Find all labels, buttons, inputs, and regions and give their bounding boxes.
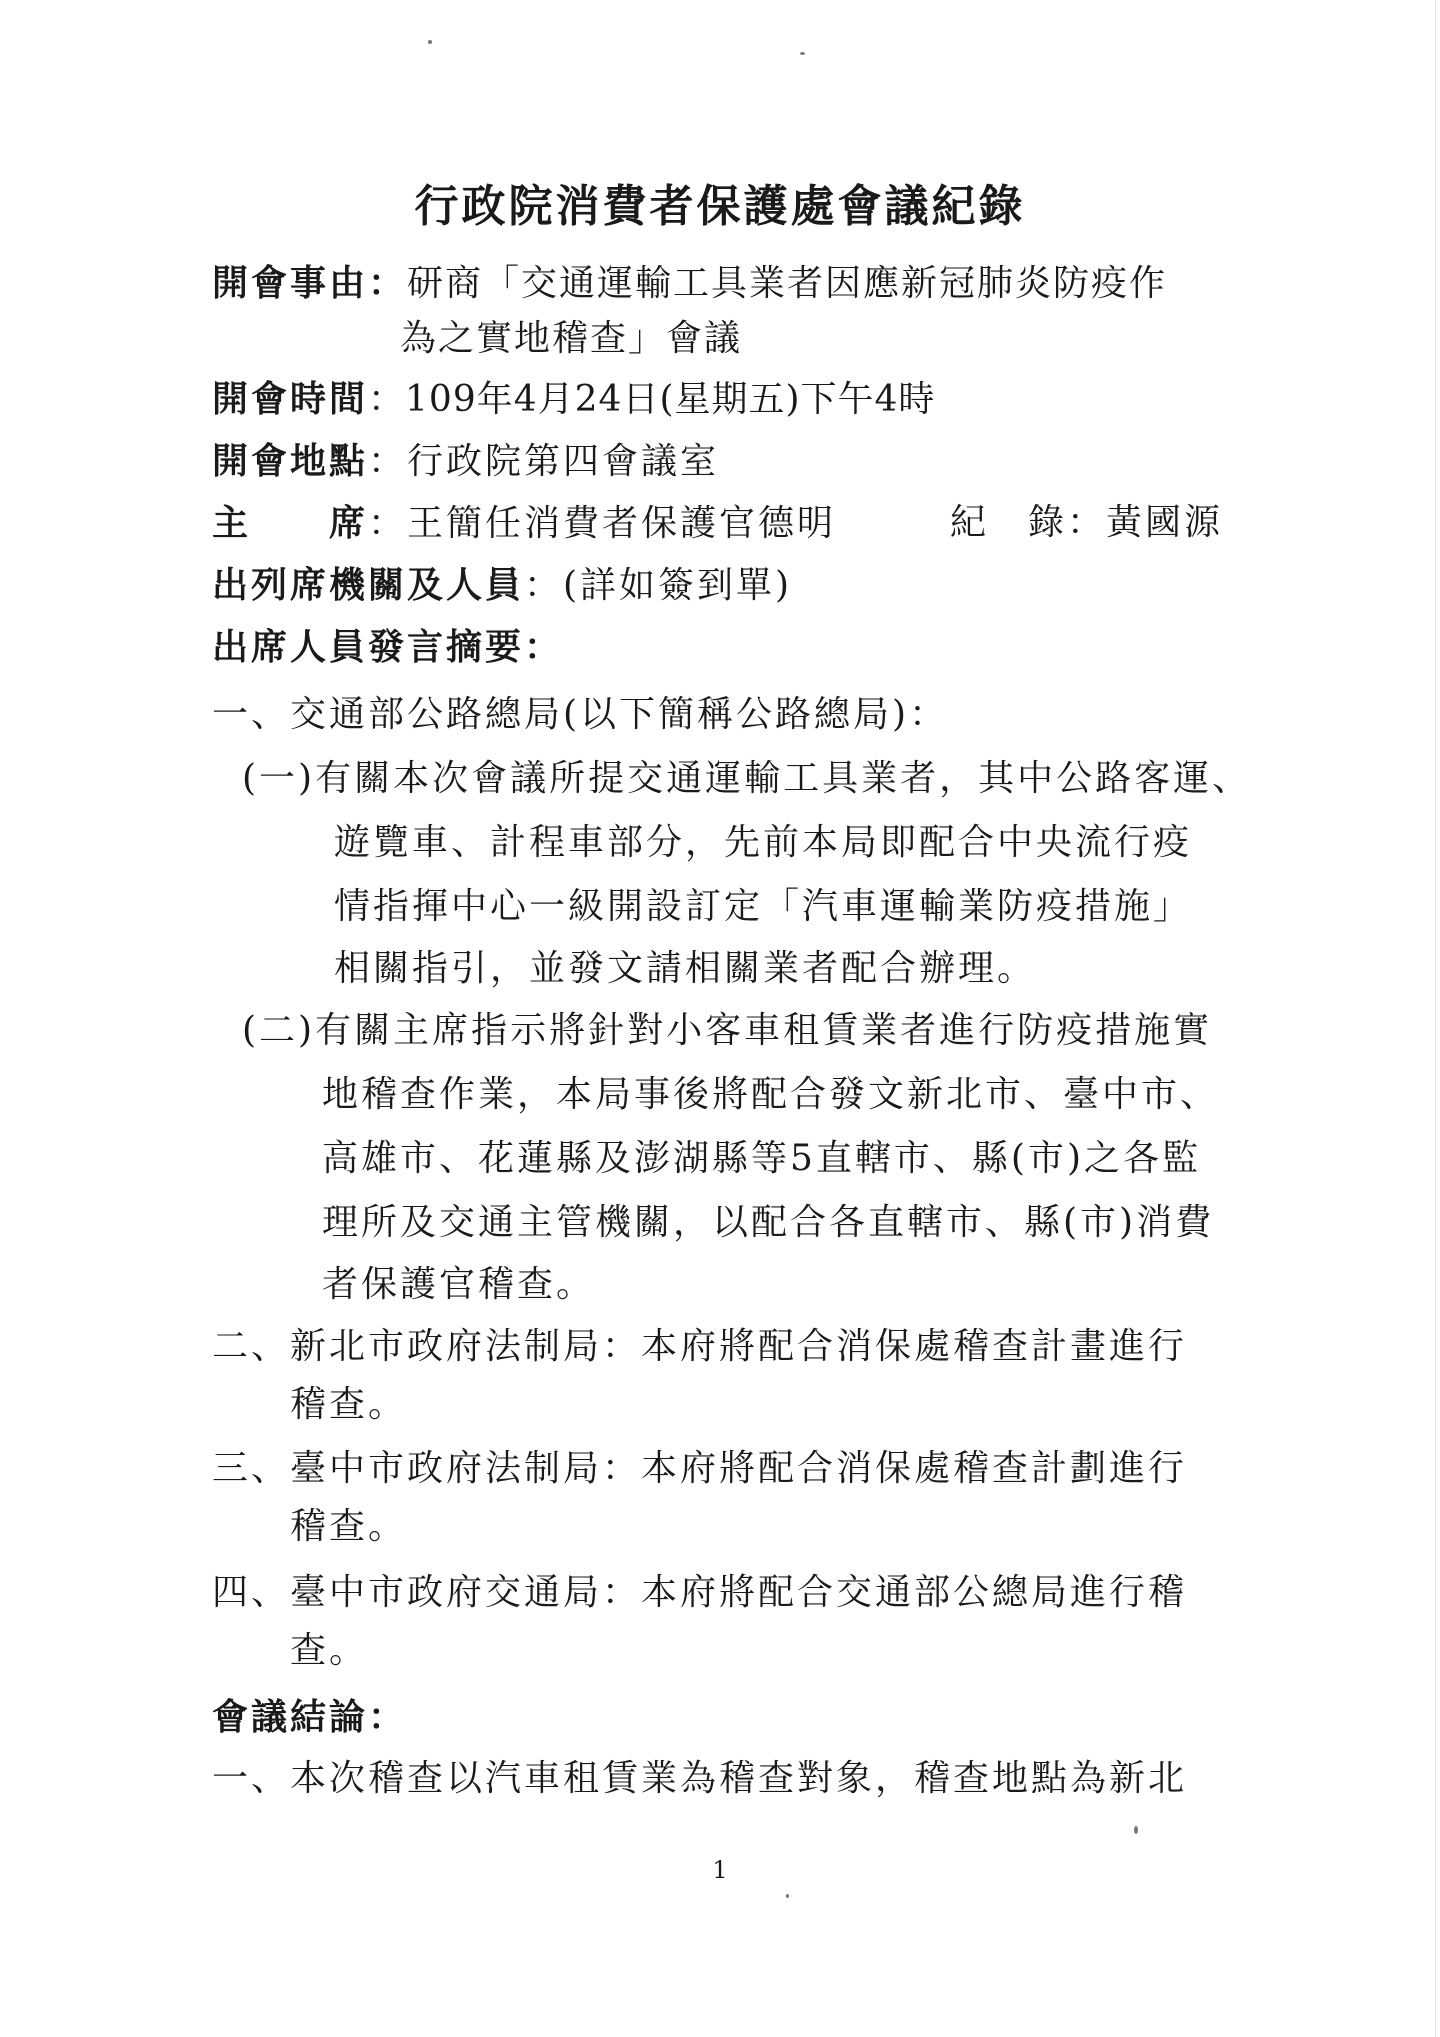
statement-3-line: 三、臺中市政府法制局：本府將配合消保處稽查計劃進行 — [212, 1448, 1188, 1489]
attendees-row — [212, 560, 792, 611]
summary-heading: 出席人員發言摘要： — [212, 626, 564, 668]
recorder-row — [950, 498, 1223, 548]
attendees-value: ：(詳如簽到單) — [524, 565, 793, 606]
recorder-value: 黃國源 — [1106, 502, 1224, 543]
statement-1-item-2-line: 理所及交通主管機關，以配合各直轄市、縣(市)消費 — [322, 1202, 1215, 1243]
statement-2-line: 二、新北市政府法制局：本府將配合消保處稽查計畫進行 — [212, 1326, 1188, 1367]
meeting-place-label: 開會地點 — [212, 440, 369, 482]
meeting-place-row — [212, 436, 719, 487]
statement-1-item-1-line: 遊覽車、計程車部分，先前本局即配合中央流行疫 — [334, 822, 1193, 863]
meeting-reason-label: 開會事由： — [212, 262, 408, 304]
statement-4-line: 四、臺中市政府交通局：本府將配合交通部公總局進行稽 — [212, 1572, 1188, 1613]
statement-1-item-2-line: 高雄市、花蓮縣及澎湖縣等5直轄市、縣(市)之各監 — [322, 1138, 1201, 1179]
page-number: 1 — [712, 1856, 728, 1884]
chairperson-label: 主 席 — [212, 502, 369, 544]
chairperson-value: ：王簡任消費者保護官德明 — [368, 503, 837, 544]
statement-1-item-1-line: 相關指引，並發文請相關業者配合辦理。 — [334, 948, 1037, 989]
meeting-time-label: 開會時間 — [212, 378, 369, 420]
statement-2-line: 稽查。 — [290, 1384, 408, 1425]
conclusion-line: 一、本次稽查以汽車租賃業為稽查對象，稽查地點為新北 — [212, 1758, 1188, 1799]
scan-speck — [786, 1894, 789, 1898]
statement-3-line: 稽查。 — [290, 1506, 408, 1547]
chairperson-row — [212, 498, 836, 549]
meeting-reason-row — [212, 258, 1167, 309]
recorder-label: 紀 錄： — [950, 502, 1107, 543]
statement-1-item-2-line: 地稽查作業，本局事後將配合發文新北市、臺中市、 — [322, 1074, 1220, 1115]
scan-speck — [800, 52, 805, 55]
meeting-reason-value: 研商「交通運輸工具業者因應新冠肺炎防疫作 — [407, 263, 1168, 304]
meeting-place-value: ：行政院第四會議室 — [368, 441, 720, 482]
scan-speck — [428, 40, 432, 44]
statement-1-item-2-line: (二)有關主席指示將針對小客車租賃業者進行防疫措施實 — [242, 1010, 1213, 1051]
statement-1-item-2-line: 者保護官稽查。 — [322, 1264, 596, 1305]
statement-4-line: 查。 — [290, 1630, 369, 1671]
conclusion-heading: 會議結論： — [212, 1696, 408, 1738]
document-title: 行政院消費者保護處會議紀錄 — [414, 181, 1026, 232]
meeting-time-row — [212, 374, 935, 425]
meeting-time-value: ：109年4月24日(星期五)下午4時 — [368, 379, 936, 420]
statement-1-title: 一、交通部公路總局(以下簡稱公路總局)： — [212, 694, 949, 735]
scan-speck — [1134, 1826, 1138, 1834]
attendees-label: 出列席機關及人員 — [212, 564, 525, 606]
statement-1-item-1-line: (一)有關本次會議所提交通運輸工具業者，其中公路客運、 — [242, 758, 1252, 799]
meeting-reason-continuation: 為之實地稽查」會議 — [400, 318, 743, 359]
statement-1-item-1-line: 情指揮中心一級開設訂定「汽車運輸業防疫措施」 — [334, 886, 1193, 927]
scan-edge — [1435, 0, 1436, 2037]
